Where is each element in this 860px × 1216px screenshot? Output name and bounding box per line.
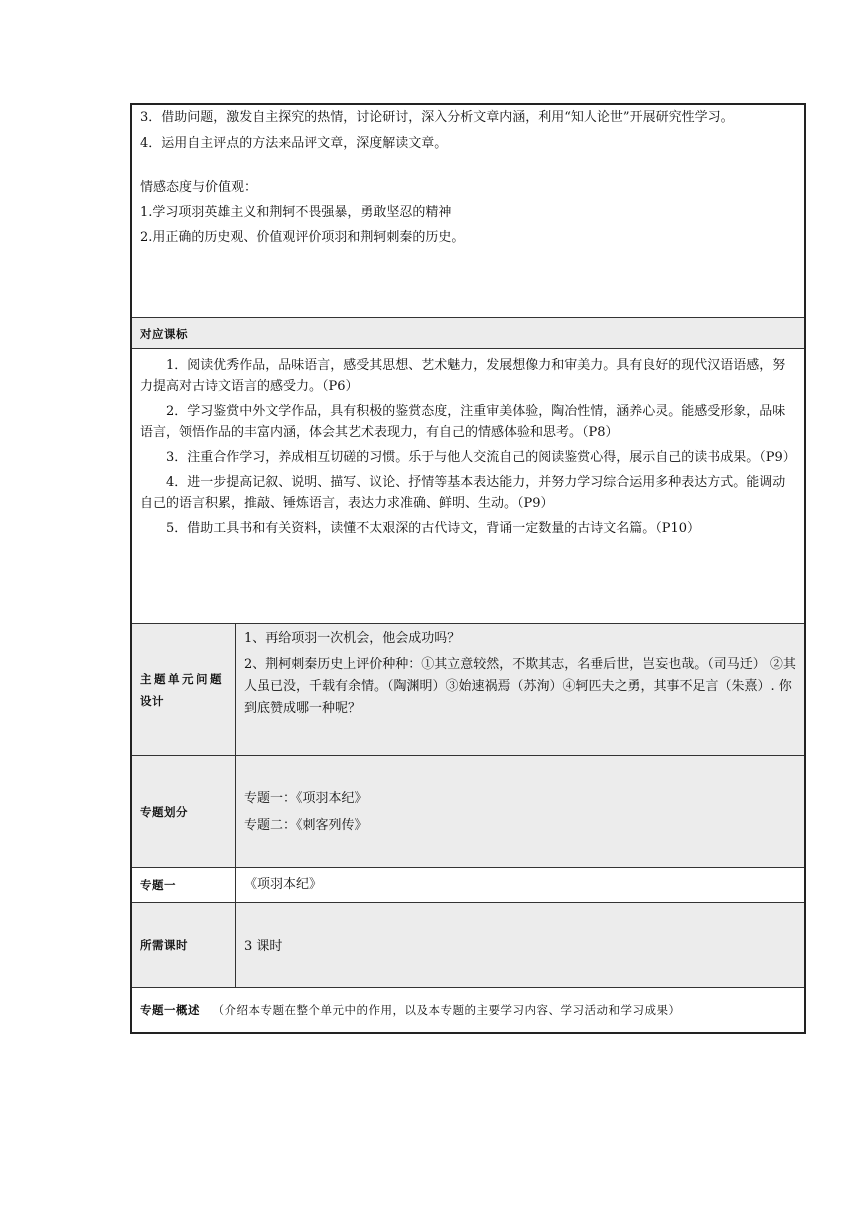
hours-label: 所需课时 (132, 903, 236, 987)
question-design-label: 主题单元问题设计 (132, 624, 236, 755)
standard-item-2: 2．学习鉴赏中外文学作品，具有积极的鉴赏态度，注重审美体验，陶冶性情，涵养心灵。能感受形象，品味语言，领悟作品的丰富内涵，体会其艺术表现力，有自己的情感体验和思考。（P8） (140, 404, 786, 440)
standards-header-row (132, 318, 804, 349)
standard-item-5: 5．借助工具书和有关资料，读懂不太艰深的古代诗文，背诵一定数量的古诗文名篇。（P10） (166, 521, 701, 536)
emotion-item-1: 1.学习项羽英雄主义和荆轲不畏强暴，勇敢坚忍的精神 (140, 205, 452, 220)
standard-item-1: 1．阅读优秀作品，品味语言，感受其思想、艺术魅力，发展想像力和审美力。具有良好的现代汉语语感，努力提高对古诗文语言的感受力。（P6） (140, 358, 786, 394)
topic-division-row (132, 756, 804, 868)
question-2: 2、荆柯刺秦历史上评价种种：①其立意较然，不欺其志，名垂后世，岂妄也哉。（司马迁） ②其人虽已没，千载有余情。（陶渊明）③始速祸焉（苏洵）④轲匹夫之勇，其事不足言（朱熹）. 你到底赞成哪一种呢？ (244, 657, 796, 716)
emotion-title: 情感态度与价值观： (140, 180, 258, 195)
unit-plan-table (130, 103, 806, 1034)
overview-row (132, 988, 804, 1032)
question-design-row (132, 624, 804, 756)
topic-division-2: 专题二：《刺客列传》 (244, 818, 368, 833)
goals-cell (132, 105, 804, 249)
standards-row (132, 349, 804, 624)
emotion-item-2: 2.用正确的历史观、价值观评价项羽和荆轲刺秦的历史。 (140, 230, 465, 245)
hours-value: 3 课时 (244, 939, 283, 954)
topic-division-1: 专题一：《项羽本纪》 (244, 791, 368, 806)
overview-label: 专题一概述 (140, 1003, 200, 1017)
standard-item-3: 3．注重合作学习，养成相互切磋的习惯。乐于与他人交流自己的阅读鉴赏心得，展示自己的读书成果。（P9） (166, 450, 796, 465)
topic-one-label: 专题一 (132, 868, 236, 902)
goal-item-4: 4．运用自主评点的方法来品评文章，深度解读文章。 (140, 136, 448, 151)
standard-item-4: 4．进一步提高记叙、说明、描写、议论、抒情等基本表达能力，并努力学习综合运用多种表达方式。能调动自己的语言积累，推敲、锤炼语言，表达力求准确、鲜明、生动。（P9） (140, 475, 786, 511)
standards-cell (132, 349, 804, 539)
standards-header: 对应课标 (140, 327, 188, 341)
topic-one-value: 《项羽本纪》 (244, 877, 323, 892)
topic-one-row (132, 868, 804, 903)
goals-row (132, 105, 804, 318)
hours-cell (236, 903, 804, 987)
goal-item-3: 3．借助问题，激发自主探究的热情，讨论研讨，深入分析文章内涵，利用“知人论世”开展研究性学习。 (140, 110, 734, 125)
hours-row (132, 903, 804, 988)
question-1: 1、再给项羽一次机会，他会成功吗？ (244, 631, 461, 646)
question-design-cell (236, 624, 804, 755)
topic-division-label: 专题划分 (132, 756, 236, 867)
topic-division-cell (236, 756, 804, 867)
overview-note: （介绍本专题在整个单元中的作用，以及本专题的主要学习内容、学习活动和学习成果） (212, 1003, 681, 1017)
topic-one-cell (236, 868, 804, 902)
overview-cell (132, 988, 804, 1026)
